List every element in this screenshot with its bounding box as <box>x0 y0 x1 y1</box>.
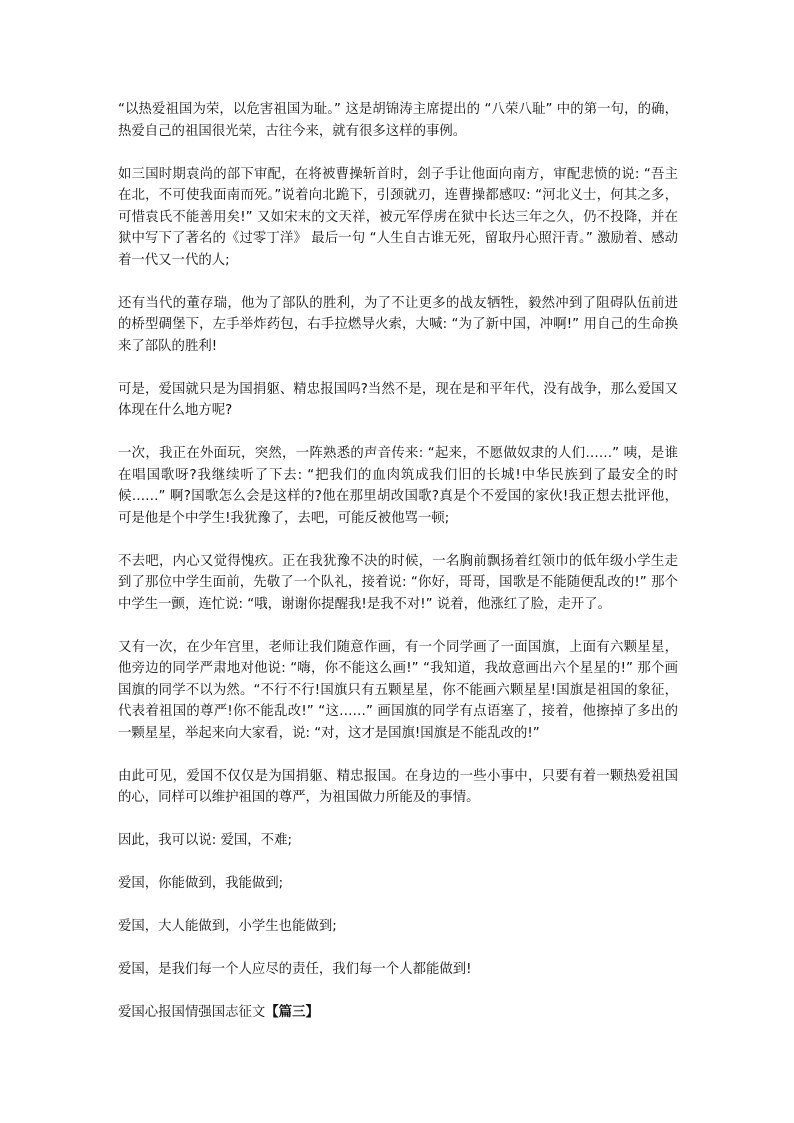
paragraph-8: 由此可见，爱国不仅仅是为国捐躯、精忠报国。在身边的一些小事中，只要有着一颗热爱祖国的心，同样可以维护祖国的尊严，为祖国做力所能及的事情。 <box>118 768 678 805</box>
paragraph-3: 还有当代的董存瑞，他为了部队的胜利，为了不让更多的战友牺牲，毅然冲到了阻碍队伍前进的桥型碉堡下，左手举炸药包，右手拉燃导火索，大喊: “为了新中国，冲啊!” 用自己的生命换来了部队的胜利! <box>118 295 678 354</box>
section-heading-part: 【篇三】 <box>265 1005 319 1020</box>
document-body <box>118 99 678 1024</box>
paragraph-7: 又有一次，在少年宫里，老师让我们随意作画，有一个同学画了一面国旗，上面有六颗星星，他旁边的同学严肃地对他说: “嗨，你不能这么画!” “我知道，我故意画出六个星星的!” 那个画国旗的同学不以为然。“不行不行!国旗只有五颗星星，你不能画六颗星星!国旗是祖国的象征，代表着祖国的尊严!你不能乱改!” “这……” 画国旗的同学有点语塞了，接着，他擦掉了多出的一颗星星，举起来向大家看，说: “对，这才是国旗!国旗是不能乱改的!” <box>118 639 678 741</box>
paragraph-6: 不去吧，内心又觉得愧疚。正在我犹豫不决的时候，一名胸前飘扬着红领巾的低年级小学生走到了那位中学生面前，先敬了一个队礼，接着说: “你好，哥哥，国歌是不能随便乱改的!” 那个中学生一颤，连忙说: “哦，谢谢你提醒我!是我不对!” 说着，他涨红了脸，走开了。 <box>118 553 678 612</box>
paragraph-12: 爱国，是我们每一个人应尽的责任，我们每一个人都能做到! <box>118 962 472 977</box>
paragraph-5: 一次，我正在外面玩，突然，一阵熟悉的声音传来: “起来，不愿做奴隶的人们……” 咦，是谁在唱国歌呀?我继续听了下去: “把我们的血肉筑成我们旧的长城!中华民族到了最安全的时候……” 啊?国歌怎么会是这样的?他在那里胡改国歌?真是个不爱国的家伙!我正想去批评他，可是他是个中学生!我犹豫了，去吧，可能反被他骂一顿; <box>118 446 678 526</box>
paragraph-11: 爱国，大人能做到，小学生也能做到; <box>118 919 337 934</box>
section-heading <box>118 1002 678 1024</box>
paragraph-2: 如三国时期袁尚的部下审配，在将被曹操斩首时，刽子手让他面向南方，审配悲愤的说: “吾主在北，不可使我面南而死。”说着向北跪下，引颈就刃，连曹操都感叹: “河北义士，何其之多，可惜袁氏不能善用矣!” 又如宋末的文天祥，被元军俘虏在狱中长达三年之久，仍不投降，并在狱中写下了著名的《过零丁洋》 最后一句 “人生自古谁无死，留取丹心照汗青。” 激励着、感动着一代又一代的人; <box>118 166 678 268</box>
paragraph-4: 可是，爱国就只是为国捐躯、精忠报国吗?当然不是，现在是和平年代，没有战争，那么爱国又体现在什么地方呢? <box>118 381 678 418</box>
paragraph-1: “以热爱祖国为荣，以危害祖国为耻。” 这是胡锦涛主席提出的 “八荣八耻” 中的第一句，的确，热爱自己的祖国很光荣，古往今来，就有很多这样的事例。 <box>118 102 678 139</box>
section-heading-text: 爱国心报国情强国志征文 <box>118 1005 266 1020</box>
paragraph-10: 爱国，你能做到，我能做到; <box>118 876 284 891</box>
paragraph-9: 因此，我可以说: 爱国，不难; <box>118 833 292 848</box>
